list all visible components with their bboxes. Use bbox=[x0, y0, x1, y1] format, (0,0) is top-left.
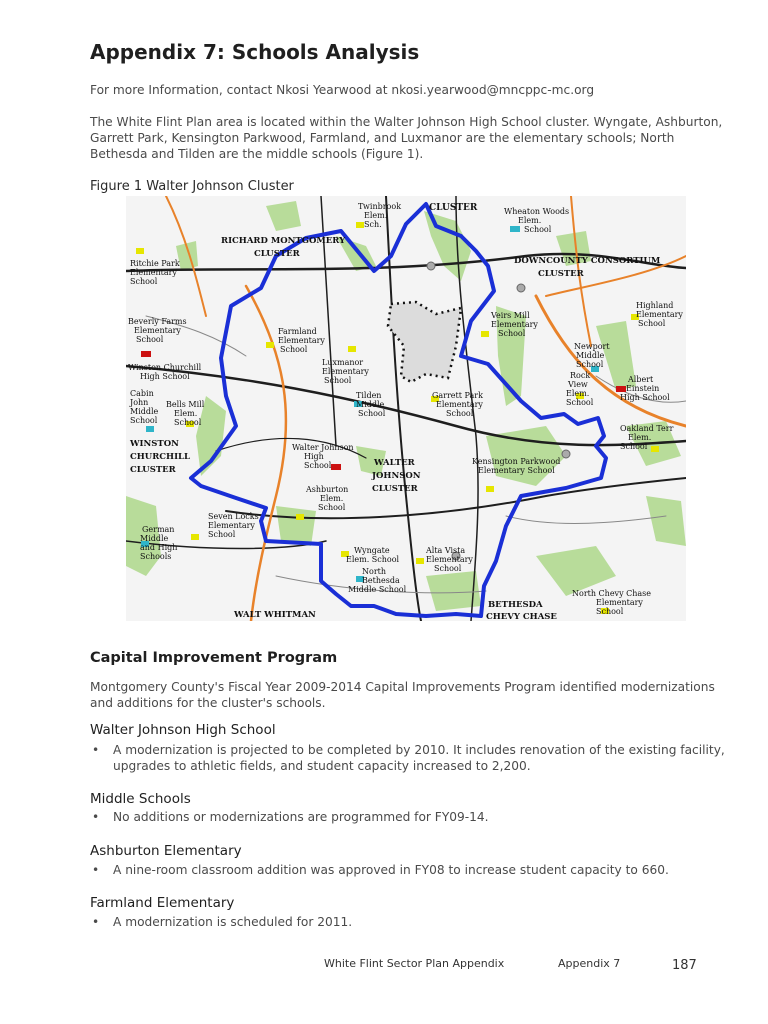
map-label: Wyngate bbox=[354, 546, 390, 555]
map-label: School bbox=[136, 335, 164, 344]
bullet-text: A modernization is scheduled for 2011. bbox=[113, 915, 353, 929]
map-label: School bbox=[434, 564, 462, 573]
map-label: CLUSTER bbox=[538, 269, 584, 279]
school-marker bbox=[266, 342, 274, 348]
contact-line: For more Information, contact Nkosi Yearwood at nkosi.yearwood@mncppc-mc.org bbox=[90, 83, 595, 97]
map-label: School bbox=[130, 277, 158, 286]
map-label: School bbox=[358, 409, 386, 418]
page-number: 187 bbox=[672, 958, 697, 973]
map-label: Newport bbox=[574, 342, 610, 351]
map-label: School bbox=[576, 360, 604, 369]
map-label: North bbox=[362, 567, 387, 576]
school-marker bbox=[296, 514, 304, 520]
section-heading-farmland: Farmland Elementary bbox=[90, 895, 235, 911]
map-label: School bbox=[620, 442, 648, 451]
map-label: Luxmanor bbox=[322, 358, 364, 367]
map-label: School bbox=[280, 345, 308, 354]
map-label: JOHNSON bbox=[372, 471, 421, 481]
map-label: Elem. bbox=[566, 389, 590, 398]
map-label: Beverly Farms bbox=[128, 317, 187, 326]
map-label: Einstein bbox=[626, 384, 660, 393]
bullet-text: A modernization is projected to be completed by 2010. It includes renovation of the existing facility, upgrades to athletic fields, and student capacity increased to 2,200. bbox=[113, 743, 725, 773]
map-label: Kensington Parkwood bbox=[472, 457, 561, 466]
map-label: Albert bbox=[628, 375, 654, 384]
map-label: CLUSTER bbox=[429, 203, 478, 213]
bullet-text: No additions or modernizations are programmed for FY09-14. bbox=[113, 810, 489, 824]
footer-plan-name: White Flint Sector Plan Appendix bbox=[324, 957, 505, 970]
map-label: Elem. bbox=[364, 211, 388, 220]
map-label: CHEVY CHASE bbox=[486, 612, 557, 621]
map-label: School bbox=[324, 376, 352, 385]
map-label: School bbox=[566, 398, 594, 407]
map-label: Tilden bbox=[356, 391, 382, 400]
map-label: School bbox=[130, 416, 158, 425]
map-label: Cabin bbox=[130, 389, 154, 398]
school-marker bbox=[191, 534, 199, 540]
school-marker bbox=[427, 262, 435, 270]
school-marker bbox=[146, 426, 154, 432]
figure-caption: Figure 1 Walter Johnson Cluster bbox=[90, 179, 294, 194]
map-label: School bbox=[208, 530, 236, 539]
map-label: Schools bbox=[140, 552, 172, 561]
bullet-text: A nine-room classroom addition was approved in FY08 to increase student capacity to 660. bbox=[113, 863, 669, 877]
map-label: German bbox=[142, 525, 175, 534]
map-label: Elem. bbox=[518, 216, 542, 225]
map-label: School bbox=[174, 418, 202, 427]
map-label: Middle bbox=[130, 407, 159, 416]
map-label: Rock bbox=[570, 371, 591, 380]
map-label: Garrett Park bbox=[432, 391, 483, 400]
bullet-dot: • bbox=[92, 743, 100, 757]
map-label: Middle bbox=[140, 534, 169, 543]
school-marker bbox=[616, 386, 626, 392]
map-label: and High bbox=[140, 543, 178, 552]
map-label: School bbox=[596, 607, 624, 616]
map-label: Elementary bbox=[436, 400, 483, 409]
bullet-item bbox=[90, 742, 730, 774]
cip-title: Capital Improvement Program bbox=[90, 650, 338, 666]
map-label: Veirs Mill bbox=[491, 311, 530, 320]
bullet-item bbox=[90, 809, 730, 825]
map-label: Bethesda bbox=[362, 576, 400, 585]
map-label: Walter Johnson bbox=[292, 443, 354, 452]
map-label: Elementary bbox=[322, 367, 369, 376]
map-label: Middle bbox=[576, 351, 605, 360]
map-label: High bbox=[304, 452, 324, 461]
map-label: Elementary bbox=[130, 268, 177, 277]
section-heading-wj-high: Walter Johnson High School bbox=[90, 722, 276, 738]
section-heading-ashburton: Ashburton Elementary bbox=[90, 843, 242, 859]
school-marker bbox=[331, 464, 341, 470]
bullet-item bbox=[90, 862, 730, 878]
map-label: North Chevy Chase bbox=[572, 589, 652, 598]
bullet-dot: • bbox=[92, 915, 100, 929]
map-label: RICHARD MONTGOMERY bbox=[221, 236, 346, 246]
map-label: Elem. bbox=[320, 494, 344, 503]
map-label: Highland bbox=[636, 301, 674, 310]
map-label: Oakland Terr bbox=[620, 424, 674, 433]
map-label: Middle School bbox=[348, 585, 407, 594]
map-label: Bells Mill bbox=[166, 400, 205, 409]
map-label: Elementary bbox=[208, 521, 255, 530]
school-marker bbox=[136, 248, 144, 254]
map-label: High School bbox=[140, 372, 190, 381]
intro-paragraph: The White Flint Plan area is located within the Walter Johnson High School cluster. Wyngate, Ashburton, Garrett Park, Kensington Parkwood, Farmland, and Luxmanor are the elementary schools; North Bethesda and Tilden are the middle schools (Figure 1). bbox=[90, 115, 723, 161]
map-label: School bbox=[524, 225, 552, 234]
map-label: John bbox=[130, 398, 149, 407]
map-label: Elem. School bbox=[346, 555, 400, 564]
map-label: CLUSTER bbox=[130, 465, 176, 475]
map-label: Elem. bbox=[174, 409, 198, 418]
map-label: WINSTON bbox=[130, 439, 179, 449]
map-label: Elementary bbox=[426, 555, 473, 564]
map-label: Elementary bbox=[636, 310, 683, 319]
map-label: Seven Locks bbox=[208, 512, 259, 521]
bullet-item bbox=[90, 914, 730, 930]
map-label: School bbox=[304, 461, 332, 470]
map-label: School bbox=[446, 409, 474, 418]
map-label: Elementary bbox=[134, 326, 181, 335]
bullet-dot: • bbox=[92, 863, 100, 877]
map-label: Alta Vista bbox=[426, 546, 466, 555]
bullet-dot: • bbox=[92, 810, 100, 824]
school-marker bbox=[348, 346, 356, 352]
map-label: Middle bbox=[356, 400, 385, 409]
school-marker bbox=[481, 331, 489, 337]
map-label: WALT WHITMAN bbox=[234, 610, 316, 620]
map-label: Farmland bbox=[278, 327, 317, 336]
map-label: View bbox=[568, 380, 588, 389]
map-label: Winston Churchill bbox=[128, 363, 202, 372]
school-marker bbox=[562, 450, 570, 458]
page-title: Appendix 7: Schools Analysis bbox=[90, 40, 420, 64]
cip-intro: Montgomery County's Fiscal Year 2009-2014 Capital Improvements Program identified modernizations and additions for the cluster's schools. bbox=[90, 680, 715, 710]
map-label: Ritchie Park bbox=[130, 259, 180, 268]
map-label: Wheaton Woods bbox=[504, 207, 570, 216]
school-marker bbox=[486, 486, 494, 492]
map-label: DOWNCOUNTY CONSORTIUM bbox=[514, 256, 661, 266]
map-label: High School bbox=[620, 393, 670, 402]
map-label: WALTER bbox=[374, 458, 415, 468]
map-label: School bbox=[638, 319, 666, 328]
map-label: Elementary bbox=[491, 320, 538, 329]
map-label: Sch. bbox=[364, 220, 382, 229]
map-label: CLUSTER bbox=[372, 484, 418, 494]
school-marker bbox=[517, 284, 525, 292]
map-label: Ashburton bbox=[306, 485, 349, 494]
footer-appendix: Appendix 7 bbox=[558, 957, 621, 970]
map-label: Elementary bbox=[278, 336, 325, 345]
cluster-map bbox=[126, 196, 686, 621]
map-label: School bbox=[498, 329, 526, 338]
school-marker bbox=[651, 446, 659, 452]
school-marker bbox=[356, 222, 364, 228]
map-label: Twinbrook bbox=[358, 202, 402, 211]
map-label: School bbox=[318, 503, 346, 512]
section-heading-middle-schools: Middle Schools bbox=[90, 791, 191, 807]
map-label: CLUSTER bbox=[254, 249, 300, 259]
map-label: CHURCHILL bbox=[130, 452, 190, 462]
map-label: BETHESDA bbox=[488, 600, 543, 610]
map-label: Elem. bbox=[628, 433, 652, 442]
map-label: Elementary bbox=[596, 598, 643, 607]
map-label: Elementary School bbox=[478, 466, 555, 475]
school-marker bbox=[510, 226, 520, 232]
school-marker bbox=[416, 558, 424, 564]
school-marker bbox=[141, 351, 151, 357]
